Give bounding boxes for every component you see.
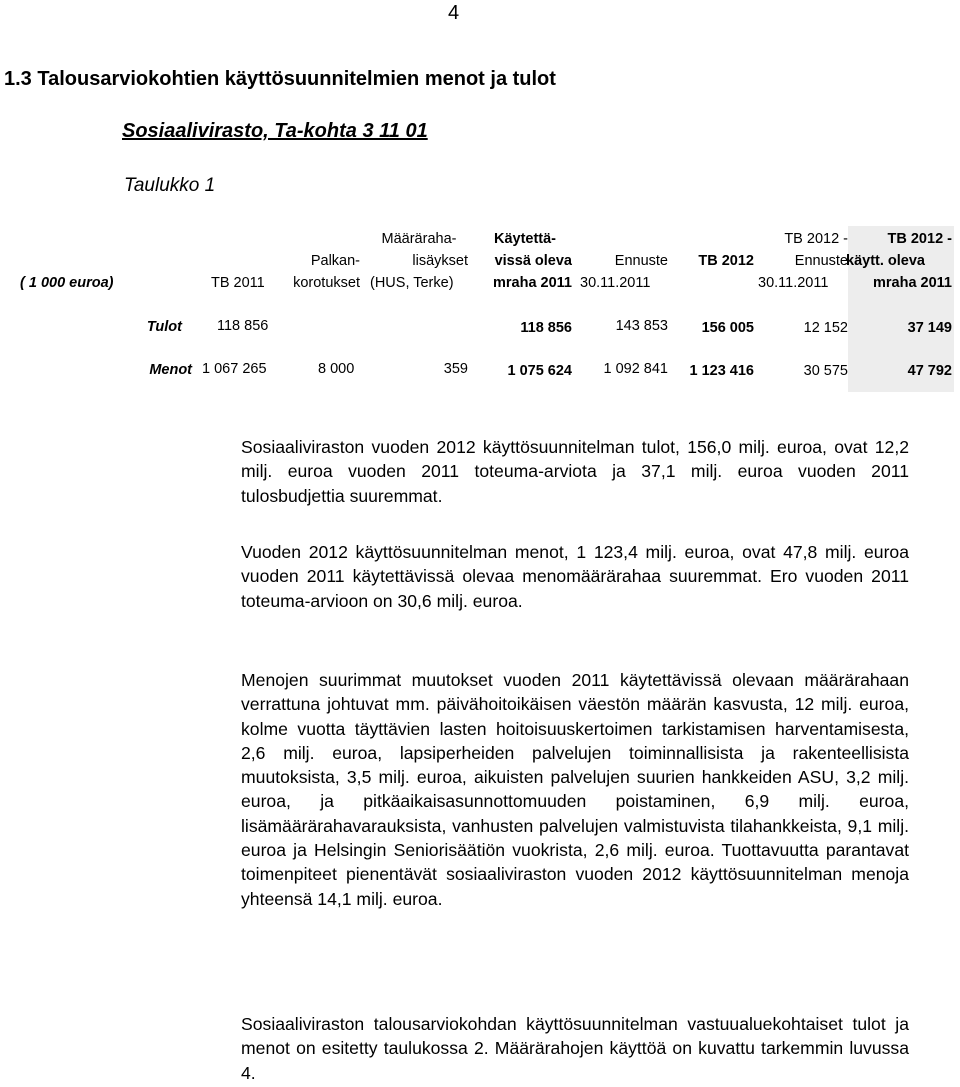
- header-tb2012: TB 2012: [698, 253, 754, 269]
- table-caption: Taulukko 1: [124, 175, 216, 196]
- header-kaytettavissa-line3: mraha 2011: [492, 275, 572, 291]
- cell-lisaykset: 359: [443, 361, 468, 377]
- cell-kaytettavissa: 118 856: [520, 320, 572, 336]
- header-kaytettavissa-line2: vissä oleva: [494, 253, 572, 269]
- header-tb-kaytt-line3: mraha 2011: [872, 275, 952, 291]
- cell-ennuste: 143 853: [615, 318, 668, 334]
- cell-tb2011: 118 856: [217, 318, 269, 334]
- header-tb2011: TB 2011: [211, 275, 265, 291]
- section-heading: 1.3 Talousarviokohtien käyttösuunnitelmien menot ja tulot: [4, 68, 556, 90]
- cell-tb-ennuste: 30 575: [803, 363, 848, 379]
- header-ennuste-line2: 30.11.2011: [580, 275, 651, 291]
- header-lisaykset-line1: Määräraha-: [381, 231, 457, 247]
- header-kaytettavissa-line1: Käytettä-: [493, 231, 557, 247]
- cell-tb-kaytt: 47 792: [907, 363, 952, 379]
- cell-ennuste: 1 092 841: [603, 361, 668, 377]
- sub-heading: Sosiaalivirasto, Ta-kohta 3 11 01: [122, 120, 428, 142]
- paragraph-expense-changes: Menojen suurimmat muutokset vuoden 2011 käytettävissä olevaan määrärahaan verrattuna johtuvat mm. päivähoitoikäisen väestön määrän kasvusta, 12 milj. euroa, kolme vuotta täyttävien lasten hoitoisuuskertoimen tarkistamisen harventamisesta, 2,6 milj. euroa, lapsiperheiden palvelujen toiminnallisista ja rakenteellisista muutoksista, 3,5 milj. euroa, aikuisten palvelujen suurien hankkeiden ASU, 3,2 milj. euroa, ja pitkäaikaisasunnottomuuden poistaminen, 6,9 milj. euroa, lisämäärärahavarauksista, vanhusten palvelujen valmistuvista tilahankkeista, 9,1 milj. euroa ja Helsingin Seniorisäätiön vuokrista, 2,6 milj. euroa. Tuottavuutta parantavat toimenpiteet pienentävät sosiaaliviraston vuoden 2012 käyttösuunnitelman menoja yhteensä 14,1 milj. euroa.: [241, 670, 909, 909]
- header-lisaykset-line2: lisäykset: [412, 253, 468, 269]
- cell-tb2012: 156 005: [701, 320, 754, 336]
- header-korotukset-line2: korotukset: [293, 275, 360, 291]
- cell-tb-kaytt: 37 149: [907, 320, 952, 336]
- cell-tb2012: 1 123 416: [689, 363, 754, 379]
- header-tb-kaytt-line1: TB 2012 -: [887, 231, 952, 247]
- row-label: Menot: [149, 362, 192, 378]
- header-korotukset-line1: Palkan-: [310, 253, 360, 269]
- row-label: Tulot: [146, 319, 182, 335]
- cell-kaytettavissa: 1 075 624: [507, 363, 572, 379]
- paragraph-revenue: Sosiaaliviraston vuoden 2012 käyttösuunnitelman tulot, 156,0 milj. euroa, ovat 12,2 milj. euroa vuoden 2011 toteuma-arviota ja 37,1 milj. euroa vuoden 2011 tulosbudjettia suuremmat.: [241, 437, 909, 506]
- header-tb-ennuste-line2: Ennuste: [794, 253, 848, 269]
- paragraph-expenses: Vuoden 2012 käyttösuunnitelman menot, 1 123,4 milj. euroa, ovat 47,8 milj. euroa vuoden 2011 käytettävissä olevaa menomäärärahaa suuremmat. Ero vuoden 2011 toteuma-arvioon on 30,6 milj. euroa.: [241, 542, 909, 611]
- header-ennuste-line1: Ennuste: [614, 253, 668, 269]
- cell-tb-ennuste: 12 152: [803, 320, 848, 336]
- cell-korotukset: 8 000: [318, 361, 355, 377]
- unit-label: ( 1 000 euroa): [20, 275, 114, 291]
- cell-tb2011: 1 067 265: [202, 361, 267, 377]
- paragraph-reference: Sosiaaliviraston talousarviokohdan käyttösuunnitelman vastuualuekohtaiset tulot ja menot on esitetty taulukossa 2. Määrärahojen käyttöä on kuvattu tarkemmin luvussa 4.: [241, 1014, 909, 1083]
- header-tb-kaytt-line2: käytt. oleva: [846, 253, 925, 269]
- header-tb-ennuste-line1: TB 2012 -: [784, 231, 848, 247]
- page-number: 4: [448, 2, 460, 24]
- header-tb-ennuste-line3: 30.11.2011: [758, 275, 829, 291]
- header-lisaykset-line3: (HUS, Terke): [370, 275, 454, 291]
